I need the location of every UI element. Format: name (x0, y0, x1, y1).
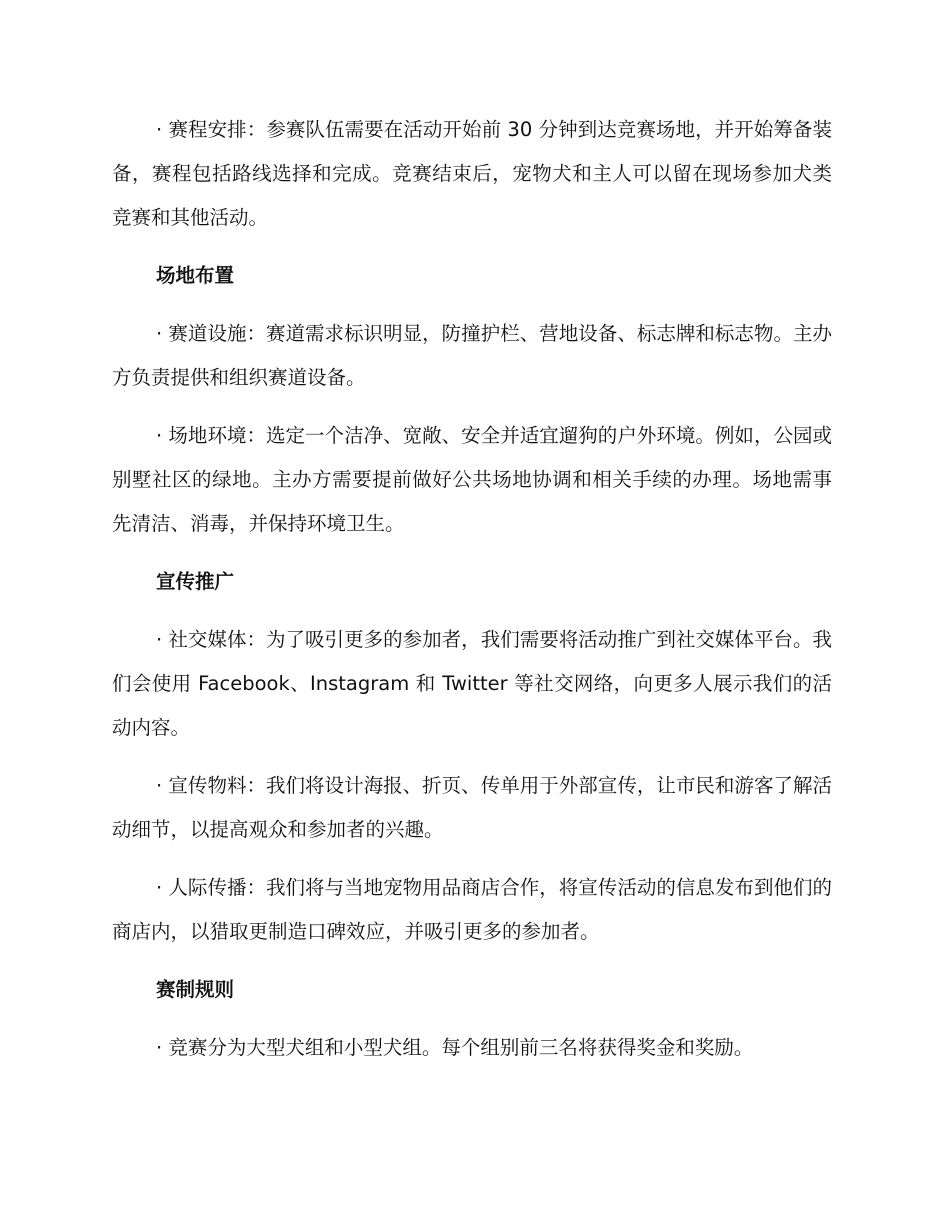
paragraph-social-media: · 社交媒体：为了吸引更多的参加者，我们需要将活动推广到社交媒体平台。我们会使用 Facebook、Instagram 和 Twitter 等社交网络，向更多人展示我们的活动内容。 (112, 628, 832, 739)
paragraph-word-of-mouth: · 人际传播：我们将与当地宠物用品商店合作，将宣传活动的信息发布到他们的商店内，以猎取更制造口碑效应，并吸引更多的参加者。 (112, 876, 832, 943)
paragraph-promo-materials: · 宣传物料：我们将设计海报、折页、传单用于外部宣传，让市民和游客了解活动细节，以提高观众和参加者的兴趣。 (112, 774, 832, 841)
section-heading-promotion: 宣传推广 (156, 570, 235, 593)
paragraph-venue-environment: · 场地环境：选定一个洁净、宽敞、安全并适宜遛狗的户外环境。例如，公园或别墅社区的绿地。主办方需要提前做好公共场地协调和相关手续的办理。场地需事先清洁、消毒，并保持环境卫生。 (112, 424, 832, 535)
document-page (112, 108, 832, 1084)
paragraph-track-facilities: · 赛道设施：赛道需求标识明显，防撞护栏、营地设备、标志牌和标志物。主办方负责提供和组织赛道设备。 (112, 322, 832, 389)
paragraph-competition-groups: · 竞赛分为大型犬组和小型犬组。每个组别前三名将获得奖金和奖励。 (156, 1036, 754, 1059)
paragraph-schedule: · 赛程安排：参赛队伍需要在活动开始前 30 分钟到达竞赛场地，并开始筹备装备，赛程包括路线选择和完成。竞赛结束后，宠物犬和主人可以留在现场参加犬类竞赛和其他活动。 (112, 118, 832, 229)
section-heading-venue: 场地布置 (156, 264, 235, 287)
section-heading-rules: 赛制规则 (156, 978, 235, 1001)
